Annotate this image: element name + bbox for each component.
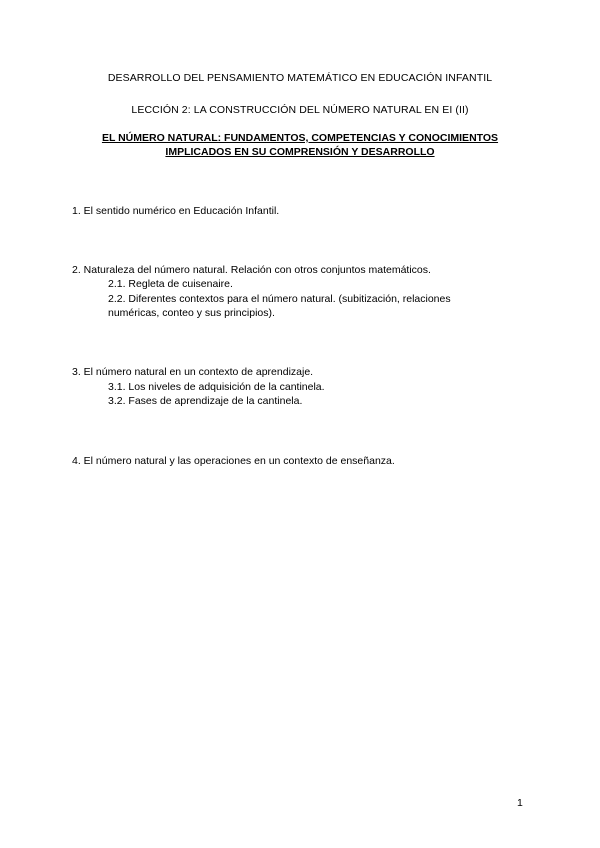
subsection-3-1: 3.1. Los niveles de adquisición de la cantinela. bbox=[108, 381, 325, 393]
page-number: 1 bbox=[517, 797, 523, 809]
subsection-2-2: 2.2. Diferentes contextos para el número natural. (subitización, relaciones bbox=[108, 293, 451, 305]
lesson-header: LECCIÓN 2: LA CONSTRUCCIÓN DEL NÚMERO NATURAL EN EI (II) bbox=[131, 104, 469, 116]
section-4: 4. El número natural y las operaciones en un contexto de enseñanza. bbox=[72, 455, 395, 467]
document-title bbox=[0, 131, 600, 159]
section-3: 3. El número natural en un contexto de aprendizaje. bbox=[72, 366, 314, 378]
course-header: DESARROLLO DEL PENSAMIENTO MATEMÁTICO EN EDUCACIÓN INFANTIL bbox=[107, 72, 493, 84]
title-line-1: EL NÚMERO NATURAL: FUNDAMENTOS, COMPETENCIAS Y CONOCIMIENTOS bbox=[101, 132, 499, 144]
title-line-2: IMPLICADOS EN SU COMPRENSIÓN Y DESARROLLO bbox=[165, 146, 435, 158]
section-2: 2. Naturaleza del número natural. Relación con otros conjuntos matemáticos. bbox=[72, 264, 431, 276]
subsection-3-2: 3.2. Fases de aprendizaje de la cantinela. bbox=[108, 395, 303, 407]
subsection-2-2-continued: numéricas, conteo y sus principios). bbox=[108, 307, 275, 319]
subsection-2-1: 2.1. Regleta de cuisenaire. bbox=[108, 278, 233, 290]
section-1: 1. El sentido numérico en Educación Infantil. bbox=[72, 205, 280, 217]
